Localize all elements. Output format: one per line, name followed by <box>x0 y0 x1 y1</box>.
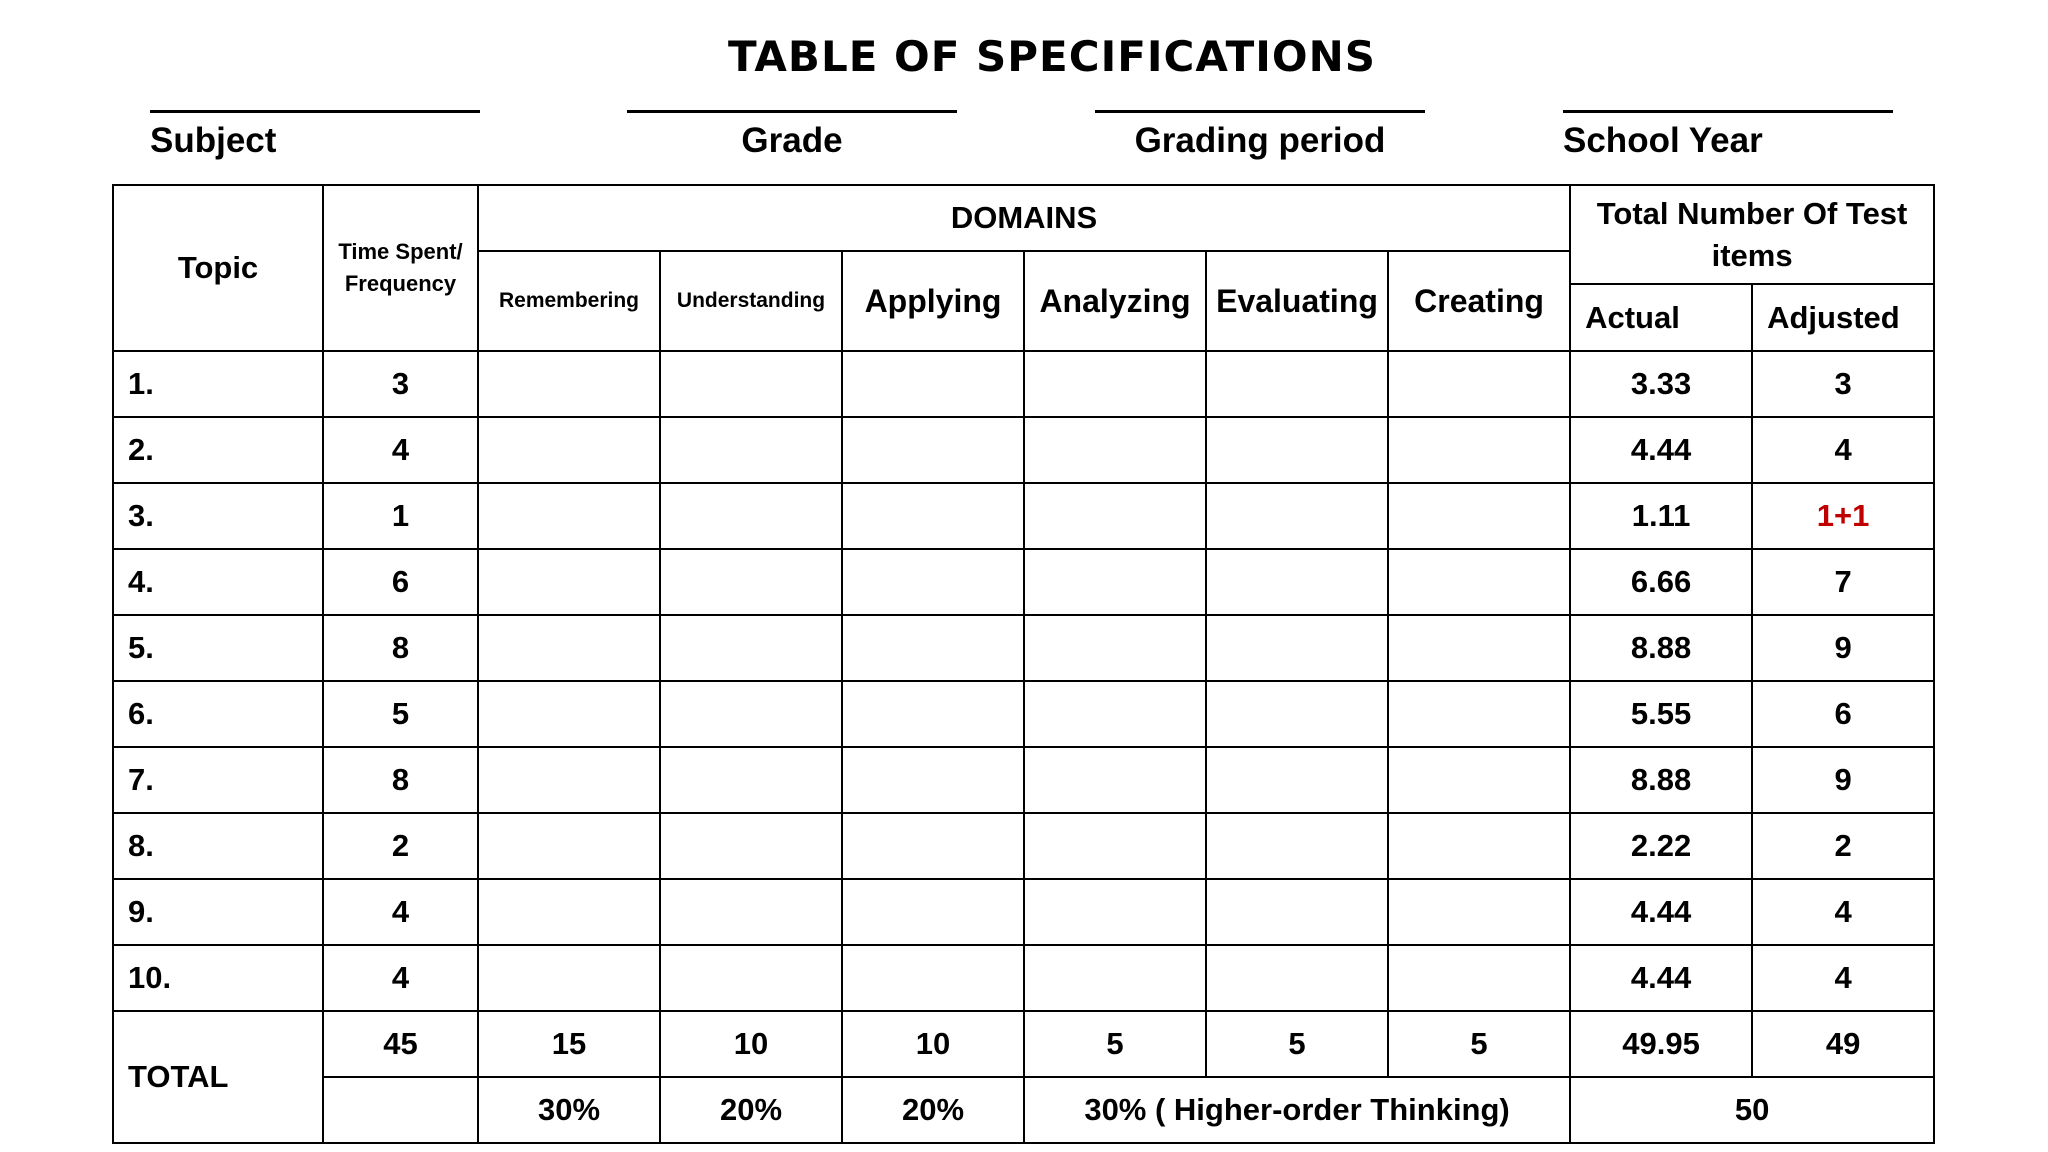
time-spent-header: Time Spent/ Frequency <box>323 185 478 351</box>
domain-cell-creating[interactable] <box>1388 351 1570 417</box>
table-row <box>113 483 1934 549</box>
domain-header-analyzing: Analyzing <box>1024 251 1206 351</box>
total-label: TOTAL <box>113 1011 323 1143</box>
domain-cell-evaluating[interactable] <box>1206 813 1388 879</box>
actual-value: 5.55 <box>1570 681 1752 747</box>
domain-cell-analyzing[interactable] <box>1024 615 1206 681</box>
topic-number: 5. <box>113 615 323 681</box>
domain-header-evaluating: Evaluating <box>1206 251 1388 351</box>
domain-cell-understanding[interactable] <box>660 813 842 879</box>
total-remembering: 15 <box>478 1011 660 1077</box>
topic-number: 8. <box>113 813 323 879</box>
subject-field[interactable] <box>150 110 480 161</box>
domain-cell-applying[interactable] <box>842 417 1024 483</box>
domain-cell-understanding[interactable] <box>660 351 842 417</box>
time-spent-value: 5 <box>323 681 478 747</box>
table-row <box>113 549 1934 615</box>
subject-blank-line[interactable] <box>150 110 480 113</box>
table-row <box>113 747 1934 813</box>
table-row <box>113 351 1934 417</box>
domain-cell-analyzing[interactable] <box>1024 417 1206 483</box>
grading-period-label: Grading period <box>1134 121 1386 160</box>
actual-value: 1.11 <box>1570 483 1752 549</box>
school-year-field[interactable] <box>1563 110 1893 161</box>
actual-value: 4.44 <box>1570 879 1752 945</box>
actual-value: 4.44 <box>1570 417 1752 483</box>
domain-cell-creating[interactable] <box>1388 879 1570 945</box>
time-spent-value: 8 <box>323 615 478 681</box>
table-row <box>113 615 1934 681</box>
domain-cell-remembering[interactable] <box>478 549 660 615</box>
domain-cell-applying[interactable] <box>842 351 1024 417</box>
domain-cell-evaluating[interactable] <box>1206 549 1388 615</box>
total-adjusted: 49 <box>1752 1011 1934 1077</box>
domain-cell-understanding[interactable] <box>660 483 842 549</box>
domain-cell-creating[interactable] <box>1388 417 1570 483</box>
domain-cell-analyzing[interactable] <box>1024 945 1206 1011</box>
domain-cell-analyzing[interactable] <box>1024 813 1206 879</box>
domain-header-understanding: Understanding <box>660 251 842 351</box>
domain-cell-applying[interactable] <box>842 483 1024 549</box>
total-applying: 10 <box>842 1011 1024 1077</box>
domain-cell-understanding[interactable] <box>660 747 842 813</box>
topic-number: 3. <box>113 483 323 549</box>
domain-cell-remembering[interactable] <box>478 945 660 1011</box>
school-year-blank-line[interactable] <box>1563 110 1893 113</box>
actual-value: 2.22 <box>1570 813 1752 879</box>
table-row <box>113 681 1934 747</box>
domain-cell-analyzing[interactable] <box>1024 747 1206 813</box>
time-spent-value: 3 <box>323 351 478 417</box>
domain-cell-creating[interactable] <box>1388 615 1570 681</box>
domain-cell-remembering[interactable] <box>478 483 660 549</box>
adjusted-value: 2 <box>1752 813 1934 879</box>
total-creating: 5 <box>1388 1011 1570 1077</box>
domain-cell-remembering[interactable] <box>478 747 660 813</box>
specifications-table <box>112 184 1935 1144</box>
domain-cell-understanding[interactable] <box>660 681 842 747</box>
actual-value: 3.33 <box>1570 351 1752 417</box>
domain-cell-understanding[interactable] <box>660 549 842 615</box>
actual-value: 4.44 <box>1570 945 1752 1011</box>
domain-cell-applying[interactable] <box>842 945 1024 1011</box>
table-row <box>113 945 1934 1011</box>
domain-header-creating: Creating <box>1388 251 1570 351</box>
total-time-blank[interactable] <box>323 1077 478 1143</box>
adjusted-value: 7 <box>1752 549 1934 615</box>
pct-higher-order: 30% ( Higher-order Thinking) <box>1024 1077 1570 1143</box>
domain-cell-applying[interactable] <box>842 549 1024 615</box>
topic-number: 10. <box>113 945 323 1011</box>
domain-cell-analyzing[interactable] <box>1024 681 1206 747</box>
domain-cell-applying[interactable] <box>842 615 1024 681</box>
topic-rows <box>113 351 1934 1011</box>
domain-cell-creating[interactable] <box>1388 483 1570 549</box>
domain-cell-evaluating[interactable] <box>1206 483 1388 549</box>
grading-period-field[interactable] <box>1095 110 1425 161</box>
domain-cell-analyzing[interactable] <box>1024 483 1206 549</box>
table-row <box>113 813 1934 879</box>
grade-label: Grade <box>741 121 843 160</box>
domain-header-remembering: Remembering <box>478 251 660 351</box>
grand-total: 50 <box>1570 1077 1934 1143</box>
adjusted-value: 4 <box>1752 879 1934 945</box>
total-actual: 49.95 <box>1570 1011 1752 1077</box>
actual-value: 8.88 <box>1570 747 1752 813</box>
grade-field[interactable] <box>627 110 957 161</box>
domain-cell-understanding[interactable] <box>660 615 842 681</box>
time-spent-value: 8 <box>323 747 478 813</box>
grade-blank-line[interactable] <box>627 110 957 113</box>
actual-value: 8.88 <box>1570 615 1752 681</box>
domain-cell-creating[interactable] <box>1388 681 1570 747</box>
pct-remembering: 30% <box>478 1077 660 1143</box>
domain-cell-analyzing[interactable] <box>1024 351 1206 417</box>
domain-cell-remembering[interactable] <box>478 615 660 681</box>
grading-period-blank-line[interactable] <box>1095 110 1425 113</box>
domain-header-applying: Applying <box>842 251 1024 351</box>
domain-cell-understanding[interactable] <box>660 879 842 945</box>
adjusted-value: 4 <box>1752 417 1934 483</box>
time-spent-value: 4 <box>323 945 478 1011</box>
topic-number: 6. <box>113 681 323 747</box>
domain-cell-analyzing[interactable] <box>1024 879 1206 945</box>
total-understanding: 10 <box>660 1011 842 1077</box>
domain-cell-evaluating[interactable] <box>1206 417 1388 483</box>
pct-applying: 20% <box>842 1077 1024 1143</box>
domains-header: DOMAINS <box>478 185 1570 251</box>
adjusted-value: 3 <box>1752 351 1934 417</box>
topic-header: Topic <box>113 185 323 351</box>
topic-number: 9. <box>113 879 323 945</box>
adjusted-value: 6 <box>1752 681 1934 747</box>
domain-cell-applying[interactable] <box>842 747 1024 813</box>
school-year-label: School Year <box>1563 121 1763 160</box>
pct-understanding: 20% <box>660 1077 842 1143</box>
table-row <box>113 879 1934 945</box>
domain-cell-creating[interactable] <box>1388 747 1570 813</box>
topic-number: 4. <box>113 549 323 615</box>
domain-cell-remembering[interactable] <box>478 681 660 747</box>
domain-cell-applying[interactable] <box>842 681 1024 747</box>
domain-cell-analyzing[interactable] <box>1024 549 1206 615</box>
actual-header: Actual <box>1570 284 1752 351</box>
adjusted-value: 4 <box>1752 945 1934 1011</box>
domain-cell-remembering[interactable] <box>478 417 660 483</box>
time-spent-value: 6 <box>323 549 478 615</box>
domain-cell-applying[interactable] <box>842 879 1024 945</box>
domain-cell-applying[interactable] <box>842 813 1024 879</box>
actual-value: 6.66 <box>1570 549 1752 615</box>
topic-number: 1. <box>113 351 323 417</box>
adjusted-value: 9 <box>1752 615 1934 681</box>
domain-cell-evaluating[interactable] <box>1206 615 1388 681</box>
domain-cell-creating[interactable] <box>1388 813 1570 879</box>
domain-cell-understanding[interactable] <box>660 945 842 1011</box>
adjusted-value: 9 <box>1752 747 1934 813</box>
time-spent-value: 2 <box>323 813 478 879</box>
total-evaluating: 5 <box>1206 1011 1388 1077</box>
domain-cell-remembering[interactable] <box>478 813 660 879</box>
topic-number: 7. <box>113 747 323 813</box>
domain-cell-creating[interactable] <box>1388 549 1570 615</box>
domain-cell-evaluating[interactable] <box>1206 879 1388 945</box>
total-number-header: Total Number Of Test items <box>1570 185 1934 284</box>
domain-cell-evaluating[interactable] <box>1206 945 1388 1011</box>
domain-cell-evaluating[interactable] <box>1206 351 1388 417</box>
domain-cell-remembering[interactable] <box>478 879 660 945</box>
total-analyzing: 5 <box>1024 1011 1206 1077</box>
page-title: TABLE OF SPECIFICATIONS <box>728 32 1376 81</box>
total-time: 45 <box>323 1011 478 1077</box>
domain-cell-evaluating[interactable] <box>1206 747 1388 813</box>
adjusted-value: 1+1 <box>1752 483 1934 549</box>
domain-cell-understanding[interactable] <box>660 417 842 483</box>
time-spent-value: 1 <box>323 483 478 549</box>
time-spent-value: 4 <box>323 417 478 483</box>
topic-number: 2. <box>113 417 323 483</box>
domain-cell-remembering[interactable] <box>478 351 660 417</box>
subject-label: Subject <box>150 121 277 160</box>
table-row <box>113 417 1934 483</box>
time-spent-value: 4 <box>323 879 478 945</box>
domain-cell-evaluating[interactable] <box>1206 681 1388 747</box>
adjusted-header: Adjusted <box>1752 284 1934 351</box>
domain-cell-creating[interactable] <box>1388 945 1570 1011</box>
